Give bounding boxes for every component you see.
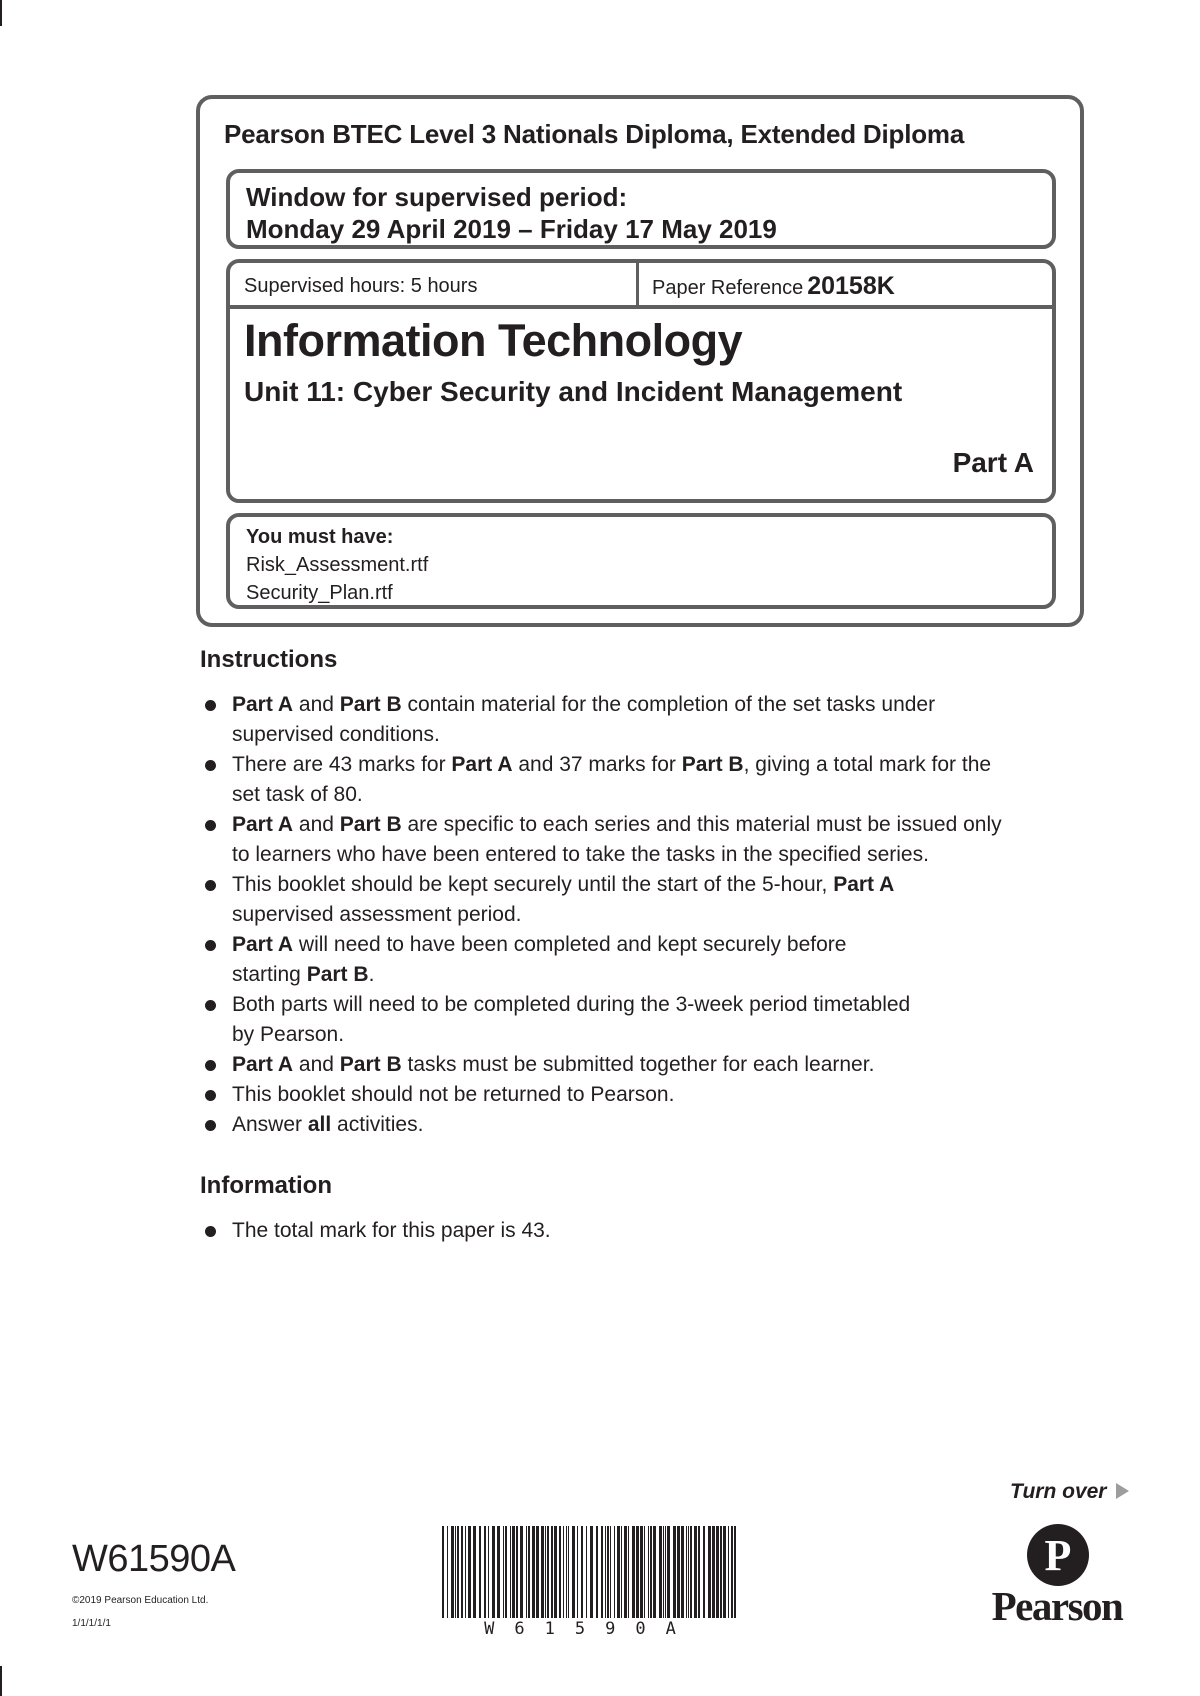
barcode-bar: [577, 1526, 578, 1618]
barcode-bar: [526, 1526, 527, 1618]
text-run: and: [293, 693, 340, 716]
barcode-text: W61590A: [484, 1619, 696, 1639]
barcode-bar: [536, 1526, 539, 1618]
text-run: There are 43 marks for: [232, 753, 452, 776]
bullet-dot-icon: [205, 760, 216, 771]
bold-text: Part B: [681, 753, 744, 776]
list-item-line: [232, 1050, 1080, 1080]
barcode-bar: [667, 1526, 670, 1618]
bold-text: Part A: [833, 873, 895, 896]
barcode-bar: [516, 1526, 518, 1618]
barcode-bar: [510, 1526, 511, 1618]
bold-text: Part A: [232, 933, 294, 956]
pearson-wordmark: Pearson: [991, 1583, 1123, 1629]
barcode-bar: [465, 1526, 466, 1618]
bold-text: Part A: [451, 753, 513, 776]
list-item-line: [232, 690, 1080, 720]
bold-text: Part B: [339, 1053, 402, 1076]
barcode-bar: [545, 1526, 546, 1618]
meta-divider: [636, 263, 639, 305]
list-item-line: [232, 810, 1080, 840]
barcode-bar: [688, 1526, 689, 1618]
pearson-logo: [984, 1524, 1130, 1634]
text-run: and 37 marks for: [512, 753, 682, 776]
barcode-bar: [610, 1526, 611, 1618]
text-run: activities.: [331, 1113, 424, 1136]
list-item: [200, 1110, 1080, 1140]
list-item-line: [232, 840, 1080, 870]
cover-box: [196, 95, 1084, 627]
list-item: [200, 930, 1080, 990]
list-item-line: [232, 960, 1080, 990]
window-label: Window for supervised period:: [246, 182, 628, 212]
barcode-bar: [488, 1526, 489, 1618]
barcode-bar: [572, 1526, 575, 1618]
barcode-bar: [492, 1526, 495, 1618]
paper-reference-code: 20158K: [807, 272, 895, 300]
barcode-bar: [694, 1526, 697, 1618]
supervised-hours: Supervised hours: 5 hours: [244, 275, 478, 297]
window-dates: Monday 29 April 2019 – Friday 17 May 2019: [246, 214, 777, 244]
barcode-bar: [596, 1526, 598, 1618]
barcode-bar: [690, 1526, 692, 1618]
bold-text: Part A: [232, 1053, 294, 1076]
barcode-bar: [461, 1526, 463, 1618]
bold-text: all: [307, 1113, 332, 1136]
bold-text: Part A: [232, 693, 294, 716]
barcode-bar: [734, 1526, 736, 1618]
barcode-bar: [532, 1526, 535, 1618]
barcode-bar: [479, 1526, 481, 1618]
barcode-bar: [457, 1526, 459, 1618]
barcode-bar: [621, 1526, 622, 1618]
barcode-bar: [505, 1526, 507, 1618]
bold-text: Part B: [306, 963, 369, 986]
barcode-bar: [473, 1526, 476, 1618]
information-list: [200, 1216, 1080, 1246]
barcode-bar: [563, 1526, 564, 1618]
list-item-line: [232, 1080, 1080, 1110]
barcode-bar: [640, 1526, 643, 1618]
barcode-bar: [512, 1526, 515, 1618]
list-item-line: [232, 930, 1080, 960]
pearson-p-letter: P: [1044, 1531, 1072, 1580]
barcode-bar: [581, 1526, 583, 1618]
list-item-line: [232, 990, 1080, 1020]
barcode-bar: [663, 1526, 664, 1618]
text-run: The total mark for this paper is 43.: [232, 1219, 551, 1242]
barcode-bar: [503, 1526, 504, 1618]
barcode-bar: [566, 1526, 567, 1618]
barcode-bar: [708, 1526, 711, 1618]
list-item: [200, 1216, 1080, 1246]
bullet-dot-icon: [205, 1120, 216, 1131]
instructions-heading: Instructions: [200, 646, 338, 673]
barcode-bar: [607, 1526, 609, 1618]
barcode-bar: [636, 1526, 639, 1618]
text-run: and: [293, 1053, 340, 1076]
barcode-bar: [673, 1526, 676, 1618]
text-run: by Pearson.: [232, 1023, 345, 1046]
barcode-bar: [601, 1526, 603, 1618]
text-run: starting: [232, 963, 307, 986]
list-item: [200, 990, 1080, 1050]
list-item-line: [232, 720, 1080, 750]
barcode-bar: [716, 1526, 719, 1618]
text-run: supervised assessment period.: [232, 903, 522, 926]
barcode-bar: [590, 1526, 593, 1618]
bold-text: Part B: [339, 693, 402, 716]
barcode-bar: [559, 1526, 561, 1618]
barcode-bar: [617, 1526, 620, 1618]
must-have-item-risk-assessment: Risk_Assessment.rtf: [246, 554, 429, 576]
barcode-bar: [698, 1526, 700, 1618]
barcode-bar: [653, 1526, 656, 1618]
bullet-dot-icon: [205, 880, 216, 891]
text-run: to learners who have been entered to take the tasks in the specified series.: [232, 843, 929, 866]
list-item: [200, 750, 1080, 810]
subject-title: Information Technology: [244, 315, 743, 366]
print-code: 1/1/1/1/1: [72, 1618, 111, 1629]
barcode-bar: [728, 1526, 729, 1618]
bold-text: Part B: [339, 813, 402, 836]
list-item-line: [232, 1110, 1080, 1140]
list-item-line: [232, 1020, 1080, 1050]
barcode-bar: [648, 1526, 649, 1618]
paper-reference: [652, 263, 895, 305]
barcode-bar: [665, 1526, 666, 1618]
barcode-bar: [605, 1526, 606, 1618]
barcode-bar: [659, 1526, 662, 1618]
bullet-dot-icon: [205, 1060, 216, 1071]
barcode-bar: [520, 1526, 523, 1618]
barcode-bars: [440, 1526, 740, 1618]
list-item-line: [232, 870, 1080, 900]
text-run: contain material for the completion of the set tasks under: [401, 693, 936, 716]
bullet-dot-icon: [205, 700, 216, 711]
barcode-bar: [614, 1526, 615, 1618]
qualification-title: Pearson BTEC Level 3 Nationals Diploma, Extended Diploma: [224, 119, 965, 149]
must-have-heading: You must have:: [246, 526, 394, 548]
text-run: This booklet should not be returned to Pearson.: [232, 1083, 675, 1106]
list-item-line: [232, 780, 1080, 810]
bullet-dot-icon: [205, 1226, 216, 1237]
meta-row: [230, 263, 1052, 309]
crop-mark-top: [0, 0, 2, 26]
text-run: supervised conditions.: [232, 723, 440, 746]
barcode-bar: [568, 1526, 569, 1618]
text-run: , giving a total mark for the: [743, 753, 992, 776]
barcode-bar: [703, 1526, 705, 1618]
barcode-bar: [720, 1526, 722, 1618]
title-box: [226, 259, 1056, 503]
barcode-bar: [468, 1526, 471, 1618]
turn-over: [1010, 1480, 1129, 1504]
barcode-bar: [447, 1526, 448, 1618]
crop-mark-bottom: [0, 1666, 2, 1696]
pearson-p-icon: [1027, 1524, 1089, 1586]
part-label: Part A: [952, 447, 1034, 478]
text-run: Answer: [232, 1113, 308, 1136]
barcode-bar: [528, 1526, 530, 1618]
must-have-item-security-plan: Security_Plan.rtf: [246, 582, 393, 604]
barcode-bar: [644, 1526, 645, 1618]
barcode-bar: [554, 1526, 557, 1618]
barcode-bar: [712, 1526, 715, 1618]
barcode-bar: [586, 1526, 587, 1618]
list-item: [200, 810, 1080, 870]
information-heading: Information: [200, 1172, 332, 1199]
text-run: tasks must be submitted together for each learner.: [401, 1053, 875, 1076]
triangle-right-icon: [1116, 1483, 1129, 1499]
list-item-line: [232, 900, 1080, 930]
text-run: Both parts will need to be completed during the 3-week period timetabled: [232, 993, 911, 1016]
paper-reference-label: Paper Reference: [652, 277, 804, 299]
text-run: This booklet should be kept securely until the start of the 5-hour,: [232, 873, 834, 896]
text-run: are specific to each series and this material must be issued only: [401, 813, 1002, 836]
barcode-bar: [628, 1526, 629, 1618]
barcode-bar: [497, 1526, 500, 1618]
unit-title: Unit 11: Cyber Security and Incident Management: [244, 376, 903, 407]
barcode-bar: [551, 1526, 553, 1618]
bullet-dot-icon: [205, 940, 216, 951]
barcode-bar: [731, 1526, 733, 1618]
must-have-box: [226, 513, 1056, 609]
text-run: .: [368, 963, 375, 986]
bullet-dot-icon: [205, 1090, 216, 1101]
list-item-line: [232, 1216, 1080, 1246]
barcode: [440, 1526, 740, 1638]
barcode-bar: [723, 1526, 726, 1618]
barcode-bar: [686, 1526, 687, 1618]
barcode-bar: [451, 1526, 454, 1618]
list-item-line: [232, 750, 1080, 780]
list-item: [200, 690, 1080, 750]
barcode-bar: [455, 1526, 456, 1618]
bullet-dot-icon: [205, 1000, 216, 1011]
barcode-bar: [677, 1526, 680, 1618]
list-item: [200, 870, 1080, 930]
list-item: [200, 1050, 1080, 1080]
paper-code: W61590A: [72, 1538, 236, 1580]
text-run: and: [293, 813, 340, 836]
barcode-bar: [632, 1526, 635, 1618]
supervised-window-box: [226, 169, 1056, 249]
text-run: set task of 80.: [232, 783, 363, 806]
barcode-bar: [650, 1526, 652, 1618]
barcode-bar: [547, 1526, 549, 1618]
barcode-bar: [681, 1526, 684, 1618]
turn-over-label: Turn over: [1010, 1480, 1107, 1503]
barcode-bar: [541, 1526, 544, 1618]
instructions-list: [200, 690, 1080, 1140]
list-item: [200, 1080, 1080, 1110]
barcode-bar: [442, 1526, 444, 1618]
bullet-dot-icon: [205, 820, 216, 831]
copyright: ©2019 Pearson Education Ltd.: [72, 1595, 209, 1606]
bold-text: Part A: [232, 813, 294, 836]
barcode-bar: [484, 1526, 486, 1618]
text-run: will need to have been completed and kept securely before: [293, 933, 847, 956]
barcode-bar: [624, 1526, 627, 1618]
